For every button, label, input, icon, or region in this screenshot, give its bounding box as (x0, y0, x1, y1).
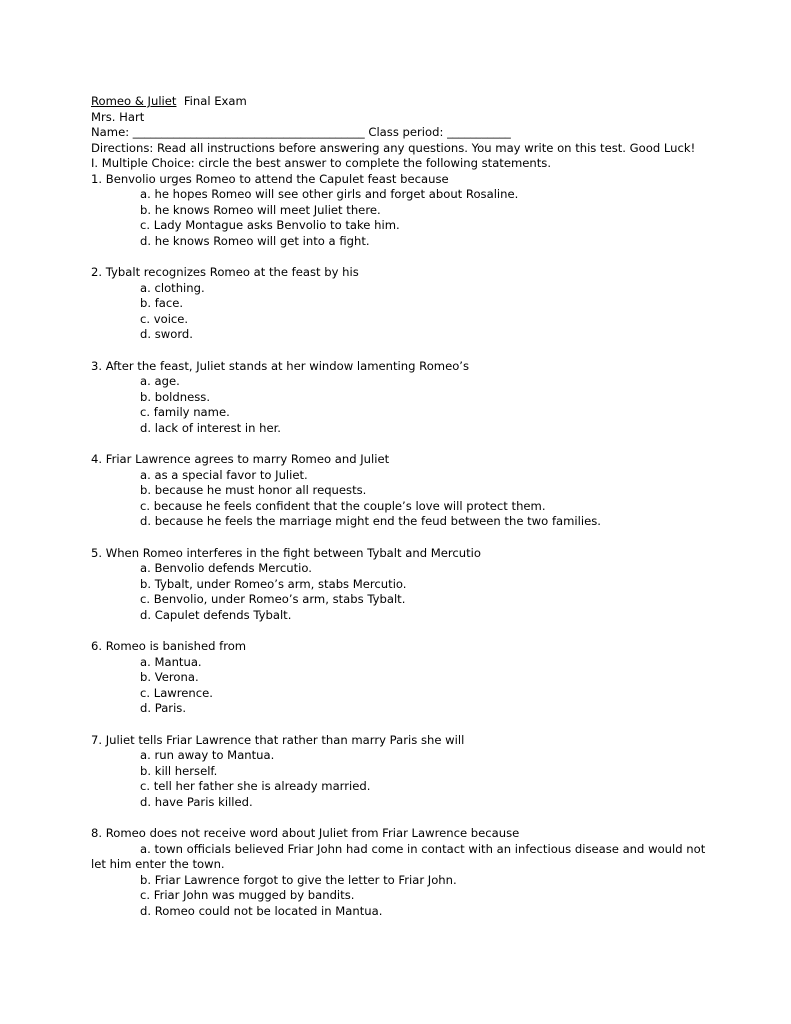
question-1-stem: 1. Benvolio urges Romeo to attend the Capulet feast because (91, 172, 449, 186)
question-1-option-d: d. he knows Romeo will get into a fight. (140, 234, 370, 248)
title-underlined: Romeo & Juliet (91, 94, 177, 108)
question-5-option-d: d. Capulet defends Tybalt. (140, 608, 292, 622)
question-2-option-a: a. clothing. (140, 281, 205, 295)
question-1-option-b: b. he knows Romeo will meet Juliet there. (140, 203, 381, 217)
question-3-option-b: b. boldness. (140, 390, 211, 404)
question-4-option-b: b. because he must honor all requests. (140, 483, 367, 497)
question-1-option-a: a. he hopes Romeo will see other girls and forget about Rosaline. (140, 187, 519, 201)
question-5-option-b: b. Tybalt, under Romeo’s arm, stabs Mercutio. (140, 577, 407, 591)
question-7-option-b: b. kill herself. (140, 764, 218, 778)
question-6-option-d: d. Paris. (140, 701, 187, 715)
question-6-option-a: a. Mantua. (140, 655, 202, 669)
question-6-option-c: c. Lawrence. (140, 686, 213, 700)
question-7-option-d: d. have Paris killed. (140, 795, 253, 809)
question-4-option-c: c. because he feels confident that the couple’s love will protect them. (140, 499, 546, 513)
question-7-option-a: a. run away to Mantua. (140, 748, 275, 762)
question-5-option-c: c. Benvolio, under Romeo’s arm, stabs Tybalt. (140, 592, 406, 606)
question-1-option-c: c. Lady Montague asks Benvolio to take him. (140, 218, 400, 232)
title-rest: Final Exam (176, 94, 247, 108)
teacher-name: Mrs. Hart (91, 110, 145, 124)
question-5-option-a: a. Benvolio defends Mercutio. (140, 561, 312, 575)
question-8-option-b: b. Friar Lawrence forgot to give the letter to Friar John. (140, 873, 457, 887)
question-2-stem: 2. Tybalt recognizes Romeo at the feast by his (91, 265, 359, 279)
directions: Directions: Read all instructions before answering any questions. You may write on this test. Good Luck! (91, 141, 696, 155)
exam-title (91, 94, 247, 109)
question-5-stem: 5. When Romeo interferes in the fight between Tybalt and Mercutio (91, 546, 481, 560)
question-4-option-d: d. because he feels the marriage might end the feud between the two families. (140, 514, 601, 528)
name-class-line: Name: ________________________________________ Class period: ___________ (91, 125, 511, 139)
question-3-option-c: c. family name. (140, 405, 230, 419)
question-2-option-d: d. sword. (140, 327, 193, 341)
question-8-option-d: d. Romeo could not be located in Mantua. (140, 904, 383, 918)
question-8-option-a-line1: a. town officials believed Friar John had come in contact with an infectious disease and would not (140, 842, 706, 856)
question-8-stem: 8. Romeo does not receive word about Juliet from Friar Lawrence because (91, 826, 520, 840)
question-6-stem: 6. Romeo is banished from (91, 639, 247, 653)
question-3-option-a: a. age. (140, 374, 180, 388)
question-3-stem: 3. After the feast, Juliet stands at her window lamenting Romeo’s (91, 359, 470, 373)
question-7-stem: 7. Juliet tells Friar Lawrence that rather than marry Paris she will (91, 733, 465, 747)
section-heading: I. Multiple Choice: circle the best answer to complete the following statements. (91, 156, 552, 170)
question-2-option-b: b. face. (140, 296, 184, 310)
question-2-option-c: c. voice. (140, 312, 189, 326)
question-4-stem: 4. Friar Lawrence agrees to marry Romeo and Juliet (91, 452, 390, 466)
question-4-option-a: a. as a special favor to Juliet. (140, 468, 308, 482)
question-8-option-c: c. Friar John was mugged by bandits. (140, 888, 355, 902)
question-7-option-c: c. tell her father she is already married. (140, 779, 371, 793)
question-6-option-b: b. Verona. (140, 670, 199, 684)
question-8-option-a-line2: let him enter the town. (91, 857, 225, 871)
question-3-option-d: d. lack of interest in her. (140, 421, 281, 435)
